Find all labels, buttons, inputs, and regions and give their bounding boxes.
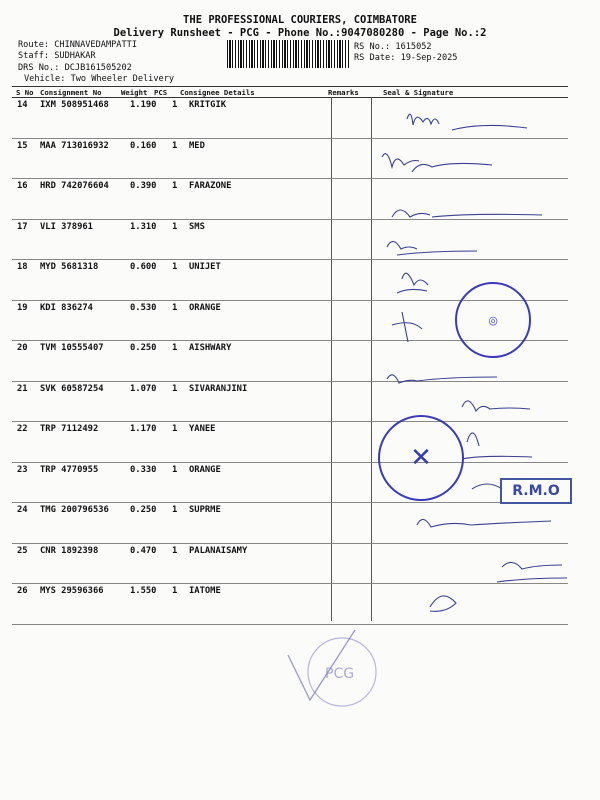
staff-label: Staff: SUDHAKAR (18, 51, 96, 61)
cell-pcs: 1 (172, 100, 178, 110)
barcode (227, 40, 349, 68)
pcg-seal-text: PCG (325, 666, 355, 682)
cell-sno: 21 (17, 383, 28, 394)
col-consignment: Consignment No (40, 88, 102, 97)
cell-pcs: 1 (172, 302, 178, 313)
cell-consignee: SUPRME (189, 505, 221, 515)
cell-sno: 23 (17, 464, 28, 475)
cell-weight: 1.170 (130, 424, 157, 434)
cell-sno: 20 (17, 343, 28, 353)
cell-weight: 0.160 (130, 140, 157, 151)
vehicle-label: Vehicle: Two Wheeler Delivery (24, 74, 175, 84)
cell-consignee: IATOME (189, 586, 221, 596)
cell-pcs: 1 (172, 262, 178, 272)
rs-number: RS No.: 1615052 (354, 42, 432, 52)
cell-consignee: AISHWARY (189, 343, 232, 353)
col-consignee: Consignee Details (180, 88, 255, 97)
col-remarks: Remarks (328, 88, 359, 97)
cell-consignment: MAA 713016932 (40, 140, 109, 151)
cell-pcs: 1 (172, 181, 178, 191)
cell-weight: 0.470 (130, 545, 157, 556)
cell-consignment: MYD 5681318 (40, 262, 99, 272)
cell-weight: 1.310 (130, 221, 157, 232)
cell-pcs: 1 (172, 586, 178, 596)
cell-consignee: ORANGE (189, 464, 221, 475)
cell-consignee: MED (189, 140, 205, 151)
cell-consignee: FARAZONE (189, 181, 232, 191)
cell-consignment: HRD 742076604 (40, 181, 109, 191)
cell-sno: 19 (17, 302, 28, 313)
cell-weight: 1.550 (130, 586, 157, 596)
cell-weight: 0.530 (130, 302, 157, 313)
cell-pcs: 1 (172, 464, 178, 475)
cell-weight: 0.390 (130, 181, 157, 191)
cell-consignment: TRP 4770955 (40, 464, 99, 475)
cell-sno: 26 (17, 586, 28, 596)
cell-consignment: IXM 508951468 (40, 100, 109, 110)
cell-sno: 14 (17, 100, 28, 110)
cell-consignee: KRITGIK (189, 100, 227, 110)
cell-consignment: VLI 378961 (40, 221, 93, 232)
cell-pcs: 1 (172, 343, 178, 353)
table-top-border (12, 86, 568, 87)
col-seal-signature: Seal & Signature (383, 88, 454, 97)
cell-consignment: KDI 836274 (40, 302, 93, 313)
cell-consignment: MYS 29596366 (40, 586, 104, 596)
company-seal-2: ✕ (378, 415, 464, 501)
cell-sno: 16 (17, 181, 28, 191)
col-sno: S No (16, 88, 34, 97)
cell-weight: 1.070 (130, 383, 157, 394)
cell-consignee: ORANGE (189, 302, 221, 313)
cell-pcs: 1 (172, 424, 178, 434)
route-label: Route: CHINNAVEDAMPATTI (18, 40, 137, 50)
col-pcs: PCS (154, 88, 168, 97)
cell-consignee: SIVARANJINI (189, 383, 248, 394)
company-seal-1: ◎ (455, 282, 531, 358)
cell-consignee: PALANAISAMY (189, 545, 248, 556)
rmo-stamp: R.M.O (500, 478, 572, 504)
cell-weight: 0.600 (130, 262, 157, 272)
cell-pcs: 1 (172, 221, 178, 232)
cell-sno: 18 (17, 262, 28, 272)
cell-consignee: UNIJET (189, 262, 221, 272)
cell-sno: 17 (17, 221, 28, 232)
cell-consignee: SMS (189, 221, 205, 232)
cell-weight: 0.250 (130, 505, 157, 515)
cell-sno: 24 (17, 505, 28, 515)
cell-sno: 22 (17, 424, 28, 434)
cell-weight: 0.250 (130, 343, 157, 353)
cell-sno: 25 (17, 545, 28, 556)
cell-consignment: TRP 7112492 (40, 424, 99, 434)
cell-consignment: CNR 1892398 (40, 545, 99, 556)
cell-pcs: 1 (172, 505, 178, 515)
cell-sno: 15 (17, 140, 28, 151)
runsheet-subtitle: Delivery Runsheet - PCG - Phone No.:9047080280 - Page No.:2 (113, 27, 487, 39)
drs-label: DRS No.: DCJB161505202 (18, 63, 132, 73)
col-weight: Weight (121, 88, 148, 97)
cell-consignment: TVM 10555407 (40, 343, 104, 353)
cell-consignment: TMG 200796536 (40, 505, 109, 515)
cell-weight: 1.190 (130, 100, 157, 110)
cell-pcs: 1 (172, 140, 178, 151)
company-title: THE PROFESSIONAL COURIERS, COIMBATORE (183, 14, 417, 26)
cell-consignment: SVK 60587254 (40, 383, 104, 394)
rs-date: RS Date: 19-Sep-2025 (354, 53, 458, 63)
cell-pcs: 1 (172, 383, 178, 394)
cell-pcs: 1 (172, 545, 178, 556)
pcg-seal (280, 620, 400, 720)
signatures-area (372, 97, 600, 637)
cell-consignee: YANEE (189, 424, 216, 434)
cell-weight: 0.330 (130, 464, 157, 475)
